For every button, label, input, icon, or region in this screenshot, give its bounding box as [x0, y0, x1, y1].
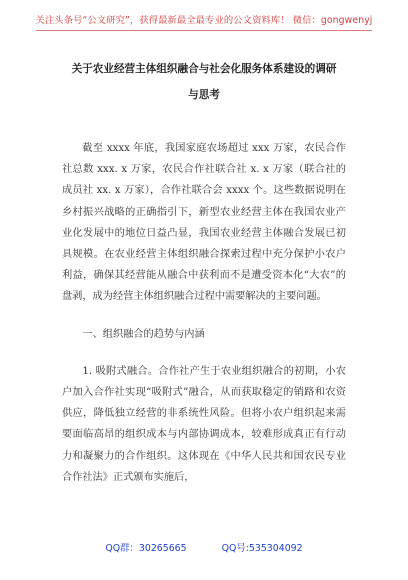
footer-qq: QQ号:535304092: [221, 543, 303, 554]
header-banner: 关注头条号“公文研究”，获得最新最全最专业的公文资料库！ 微信：gongwenyj: [35, 15, 373, 26]
document-title: [40, 56, 368, 108]
footer-contact: [0, 540, 408, 554]
title-line-1: 关于农业经营主体组织融合与社会化服务体系建设的调研: [71, 63, 337, 75]
paragraph-1: 截至 xxxx 年底，我国家庭农场超过 xxx 万家，农民合作社总数 xxx. x 万家，农民合作社联合社 x. x 万家（联合社的成员社 xx. x 万家），合作社联合会 xxxx 个。这些数据说明在乡村振兴战略的正确指引下，新型农业经营主体在我国农业产业化发展中的地位日益凸显，我国农业经营主体融合发展已初具规模。在农业经营主体组织融合探索过程中充分保护小农户利益，确保其经营能从融合中获利而不是遭受资本化“大农”的盘剥，成为经营主体组织融合过程中需要解决的主要问题。: [62, 143, 346, 303]
header-divider: [36, 30, 372, 31]
section-heading: 一、组织融合的趋势与内涵: [82, 328, 205, 340]
paragraph-2: 1. 吸附式融合。合作社产生于农业组织融合的初期，小农户加入合作社实现“吸附式”融合，从而获取稳定的销路和农资供应，降低独立经营的非系统性风险。但将小农户组织起来需要面临高昂的组织成本与内部协调成本，较难形成真正有行动力和凝聚力的合作组织。这体现在《中华人民共和国农民专业合作社法》正式颁布实施后，: [62, 365, 346, 483]
document-body: [62, 138, 346, 488]
footer-qq-group: QQ群：30265665: [105, 543, 187, 554]
title-line-2: 与思考: [188, 89, 220, 101]
